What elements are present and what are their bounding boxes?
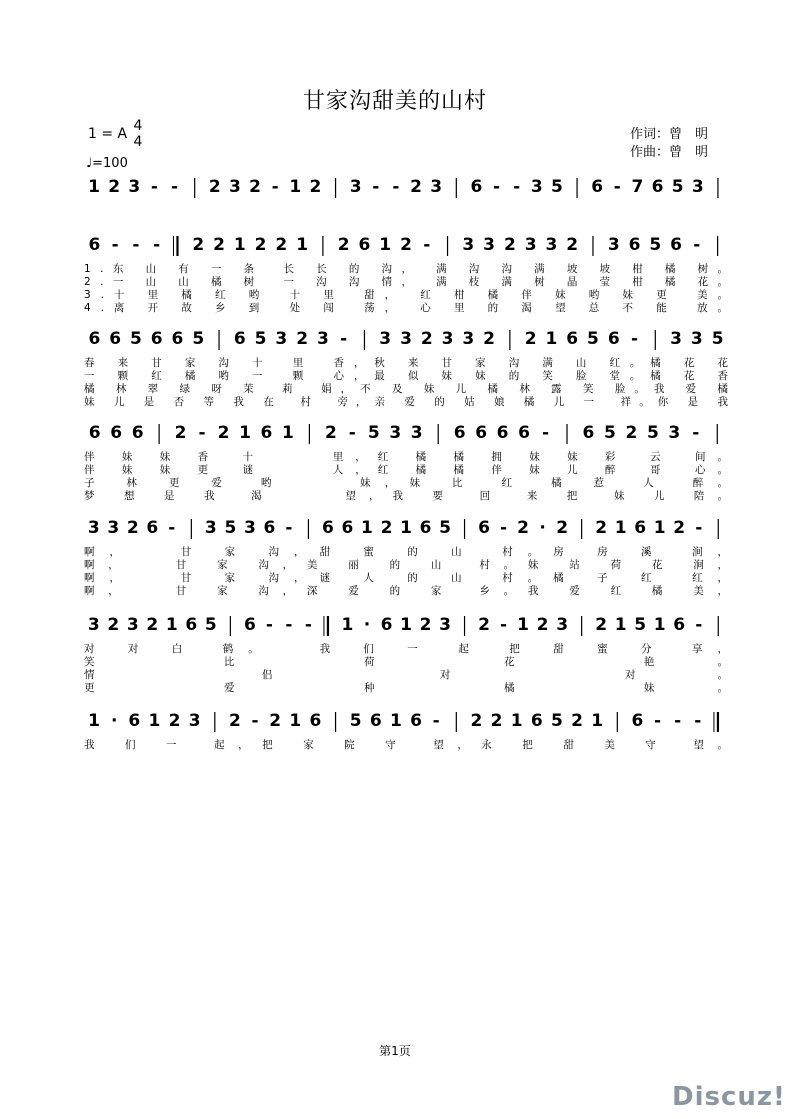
note: 6 — [673, 615, 686, 635]
lyric-line: 1.东 山 有 一 条 长 长 的 沟， 满 沟 沟 满 坡 坡 柑 橘 树。 — [84, 263, 728, 275]
note: 6 — [88, 329, 101, 349]
note: 6 — [341, 518, 354, 538]
note: 5 — [224, 518, 237, 538]
lyric-line: 妹 儿 是 否 等 我 在 村 旁，亲 爱 的 姑 娘 橘 儿 一 祥。你 是 我 — [84, 396, 728, 408]
music-system — [84, 711, 728, 751]
note: - — [285, 615, 293, 635]
note: 1 — [517, 615, 530, 635]
note: 5 — [649, 235, 662, 255]
note: - — [372, 177, 380, 197]
lyric-line: 4.离 开 故 乡 到 处 闯 荡， 心 里 的 渴 望 总 不 能 放。 — [84, 302, 729, 314]
note: - — [432, 711, 440, 731]
music-system — [84, 423, 728, 502]
note: - — [542, 423, 550, 443]
note: 1 — [379, 235, 392, 255]
note: 3 — [483, 235, 496, 255]
note: 5 — [634, 615, 647, 635]
note: 1 — [296, 235, 309, 255]
note: 6 — [651, 177, 664, 197]
music-system — [84, 329, 729, 408]
time-signature-bottom: 4 — [133, 134, 143, 150]
note: 6 — [478, 518, 490, 538]
note: 1 — [614, 518, 627, 538]
note: - — [168, 518, 176, 538]
music-system — [88, 177, 718, 198]
song-title: 甘家沟甜美的山村 — [302, 89, 487, 114]
note: 2 — [192, 235, 205, 255]
note: · — [110, 711, 118, 731]
note: 3 — [229, 177, 241, 197]
note: 6 — [260, 423, 273, 443]
note: 1 — [591, 711, 604, 731]
note: 3 — [691, 177, 704, 197]
note: 1 — [653, 518, 666, 538]
lyric-line: 一 颗 红 橘 哟 一 颗 心，最 似 妹 妹 的 笑 脸 堂。橘 花 香 — [84, 370, 729, 382]
note: - — [613, 177, 621, 197]
lyric-line: 梦 想 是 我 渴 望，我 要 回 来 把 妹 儿 陪。 — [84, 490, 729, 502]
note: 1 — [239, 423, 251, 443]
note: 2 — [400, 235, 412, 255]
note: 1 — [148, 711, 161, 731]
note: 2 — [229, 711, 241, 731]
note: 1 — [545, 329, 558, 349]
key-signature: 1 = A — [88, 126, 128, 142]
note: 5 — [192, 329, 205, 349]
note: 3 — [410, 423, 423, 443]
note: - — [285, 518, 293, 538]
note: 3 — [389, 423, 402, 443]
note: 2 — [566, 235, 579, 255]
lyric-line: 伴 妹 妹 更 谜 人，红 橘 橘 伴 妹 儿 醉 哥 心。 — [84, 464, 728, 476]
time-signature-top: 4 — [133, 118, 143, 134]
note: 2 — [419, 615, 432, 635]
lyricist-credit: 作词：曾 明 — [630, 127, 709, 142]
note: 2 — [217, 423, 230, 443]
note: 7 — [631, 177, 644, 197]
note: 6 — [243, 615, 256, 635]
note: 2 — [595, 615, 608, 635]
note: 6 — [670, 235, 682, 255]
note: 6 — [263, 518, 276, 538]
note: 6 — [322, 518, 334, 538]
note: 2 — [249, 177, 261, 197]
note: 3 — [243, 518, 256, 538]
note: 1 — [400, 615, 412, 635]
note: 1 — [289, 711, 302, 731]
music-system — [84, 235, 728, 314]
note: 6 — [146, 518, 159, 538]
lyric-line: 更 爱 种 橘 妹。 — [84, 682, 729, 694]
note: 2 — [524, 329, 537, 349]
note: 6 — [88, 235, 101, 255]
note: 3 — [87, 518, 100, 538]
note: 3 — [188, 711, 201, 731]
note: 5 — [204, 615, 217, 635]
note: 2 — [478, 615, 490, 635]
note: - — [500, 518, 508, 538]
note: 3 — [690, 329, 703, 349]
note: 6 — [88, 423, 101, 443]
note: 2 — [503, 235, 516, 255]
lyric-line: 笑 比 荷 花 艳。 — [84, 656, 729, 668]
note: - — [265, 615, 273, 635]
note: 6 — [470, 177, 483, 197]
note: 6 — [309, 711, 322, 731]
note: - — [171, 177, 179, 197]
note: 1 — [289, 177, 302, 197]
note: 6 — [582, 423, 595, 443]
note: 2 — [108, 177, 121, 197]
note: 6 — [475, 423, 488, 443]
note: 3 — [670, 329, 682, 349]
note: 3 — [462, 329, 475, 349]
note: 3 — [128, 177, 141, 197]
note: 2 — [269, 711, 282, 731]
note: - — [513, 177, 521, 197]
note: - — [132, 235, 140, 255]
note: 2 — [254, 235, 267, 255]
lyric-line: 我 们 一 起，把 家 院 守 望，永 把 甜 美 守 望。 — [84, 739, 728, 751]
note: - — [251, 711, 259, 731]
tempo-marking: ♩=100 — [86, 156, 128, 171]
note: 6 — [110, 423, 123, 443]
note: 2 — [673, 518, 686, 538]
note: 6 — [150, 329, 163, 349]
note: 6 — [185, 615, 198, 635]
note: - — [692, 423, 700, 443]
page-number: 第1页 — [379, 1044, 411, 1058]
note: 5 — [646, 423, 659, 443]
note: 2 — [410, 177, 422, 197]
note: 2 — [490, 711, 503, 731]
note: 1 — [88, 711, 100, 731]
note: - — [348, 423, 356, 443]
composer-credit: 作曲：曾 明 — [630, 145, 709, 160]
note: - — [694, 711, 702, 731]
note: 2 — [107, 615, 120, 635]
note: 3 — [107, 518, 120, 538]
note: 2 — [146, 615, 159, 635]
note: - — [500, 615, 508, 635]
note: 2 — [309, 177, 322, 197]
note: 1 — [88, 177, 100, 197]
note: 5 — [439, 518, 451, 538]
note: - — [150, 177, 158, 197]
note: - — [630, 329, 639, 349]
note: 5 — [711, 329, 724, 349]
note: 1 — [341, 615, 354, 635]
note: 3 — [87, 615, 100, 635]
note: 6 — [518, 423, 530, 443]
lyric-line: 春 来 甘 家 沟 十 里 香，秋 来 甘 家 沟 满 山 红。橘 花 花 — [84, 357, 729, 369]
music-system — [84, 615, 728, 694]
note: 2 — [517, 518, 530, 538]
note: 5 — [671, 177, 684, 197]
note: 6 — [530, 711, 543, 731]
note: - — [111, 235, 119, 255]
note: 6 — [131, 423, 144, 443]
lyric-line: 啊， 甘 家 沟，谜 人 的 山 村。橘 子 红 红， — [84, 572, 728, 584]
note: 6 — [453, 423, 466, 443]
note: 3 — [530, 177, 543, 197]
note: 2 — [213, 235, 225, 255]
note: - — [340, 329, 348, 349]
note: 3 — [439, 615, 451, 635]
music-system — [84, 518, 728, 597]
note: 1 — [400, 518, 412, 538]
note: 5 — [130, 329, 142, 349]
note: 3 — [441, 329, 454, 349]
lyric-line: 啊， 甘 家 沟，美 丽 的 山 村。妹 站 荷 花 涧， — [84, 559, 728, 571]
note: 3 — [545, 235, 558, 255]
note: 1 — [390, 711, 402, 731]
note: - — [695, 615, 703, 635]
lyric-line: 橘 林 翠 绿 呀 茉 莉 娟，不 及 妹 儿 橘 林 露 笑 脸。我 爱 橘 — [84, 383, 728, 395]
note: 5 — [604, 423, 616, 443]
note: · — [539, 518, 546, 538]
note: 3 — [275, 329, 288, 349]
note: 3 — [349, 177, 362, 197]
note: 5 — [367, 423, 380, 443]
note: 2 — [324, 423, 337, 443]
note: 2 — [470, 711, 483, 731]
note: 5 — [551, 177, 563, 197]
note: 3 — [668, 423, 681, 443]
lyric-line: 3.十 里 橘 红 哟 十 里 甜， 红 柑 橘 伴 妹 哟 妹 更 美。 — [84, 289, 729, 301]
note: 6 — [628, 235, 641, 255]
note: 3 — [430, 177, 443, 197]
note: 2 — [483, 329, 496, 349]
note: 6 — [109, 329, 122, 349]
note: - — [695, 518, 703, 538]
note: - — [304, 615, 312, 635]
note: 6 — [410, 711, 422, 731]
note: - — [423, 235, 431, 255]
note: 1 — [614, 615, 627, 635]
note: 6 — [566, 329, 579, 349]
note: 5 — [349, 711, 362, 731]
watermark-logo: Discuz! — [672, 1082, 786, 1112]
note: 2 — [595, 518, 608, 538]
note: 6 — [607, 329, 620, 349]
note: 6 — [591, 177, 604, 197]
note: 1 — [361, 518, 373, 538]
note: 6 — [419, 518, 432, 538]
note: 5 — [551, 711, 563, 731]
note: 6 — [380, 615, 393, 635]
note: 3 — [316, 329, 329, 349]
lyric-line: 2.一 山 山 橘 树 一 沟 沟 情， 满 枝 满 树 晶 莹 柑 橘 花。 — [84, 276, 728, 288]
note: 2 — [556, 518, 569, 538]
note: 1 — [510, 711, 523, 731]
note: 6 — [128, 711, 141, 731]
note: 3 — [556, 615, 569, 635]
note: - — [674, 711, 682, 731]
note: · — [363, 615, 371, 635]
note: 6 — [358, 235, 371, 255]
note: - — [493, 177, 501, 197]
note: 2 — [420, 329, 433, 349]
note: 6 — [369, 711, 382, 731]
note: 3 — [379, 329, 392, 349]
note: 3 — [607, 235, 620, 255]
lyric-line: 啊， 甘 家 沟，深 爱 的 家 乡。我 爱 红 橘 美， — [84, 585, 728, 597]
note: 6 — [171, 329, 184, 349]
lyric-line: 子 林 更 爱 哟 妹，妹 比 红 橘 惹 人 醉。 — [84, 477, 729, 489]
note: 2 — [126, 518, 139, 538]
note: 2 — [208, 177, 221, 197]
note: - — [392, 177, 400, 197]
lyric-line: 伴 妹 妹 香 十 里，红 橘 橘 拥 妹 妹 彩 云 间。 — [84, 451, 728, 463]
note: 5 — [254, 329, 267, 349]
note: 2 — [337, 235, 350, 255]
note: 6 — [496, 423, 509, 443]
lyric-line: 情 侣 对 对。 — [84, 669, 728, 681]
note: - — [153, 235, 161, 255]
note: 2 — [174, 423, 187, 443]
note: 3 — [400, 329, 412, 349]
note: 2 — [536, 615, 549, 635]
note: 2 — [275, 235, 288, 255]
note: - — [654, 711, 662, 731]
note: 3 — [462, 235, 475, 255]
note: 2 — [380, 518, 393, 538]
note: 3 — [126, 615, 139, 635]
note: 1 — [233, 235, 246, 255]
lyric-line: 啊， 甘 家 沟，甜 蜜 的 山 村。房 房 溪 涧， — [84, 546, 728, 558]
note: 2 — [296, 329, 309, 349]
note: - — [198, 423, 206, 443]
note: 6 — [233, 329, 246, 349]
note: 3 — [204, 518, 217, 538]
note: 1 — [282, 423, 294, 443]
note: - — [693, 235, 701, 255]
note: 2 — [625, 423, 638, 443]
note: 2 — [571, 711, 583, 731]
note: 6 — [631, 711, 644, 731]
note: 1 — [165, 615, 178, 635]
note: 6 — [634, 518, 647, 538]
note: - — [271, 177, 279, 197]
note: 3 — [524, 235, 537, 255]
lyric-line: 对 对 白 鹤。 我 们 一 起 把 甜 蜜 分 享， — [84, 643, 728, 655]
note: 1 — [653, 615, 666, 635]
note: 2 — [168, 711, 181, 731]
note: 5 — [587, 329, 599, 349]
